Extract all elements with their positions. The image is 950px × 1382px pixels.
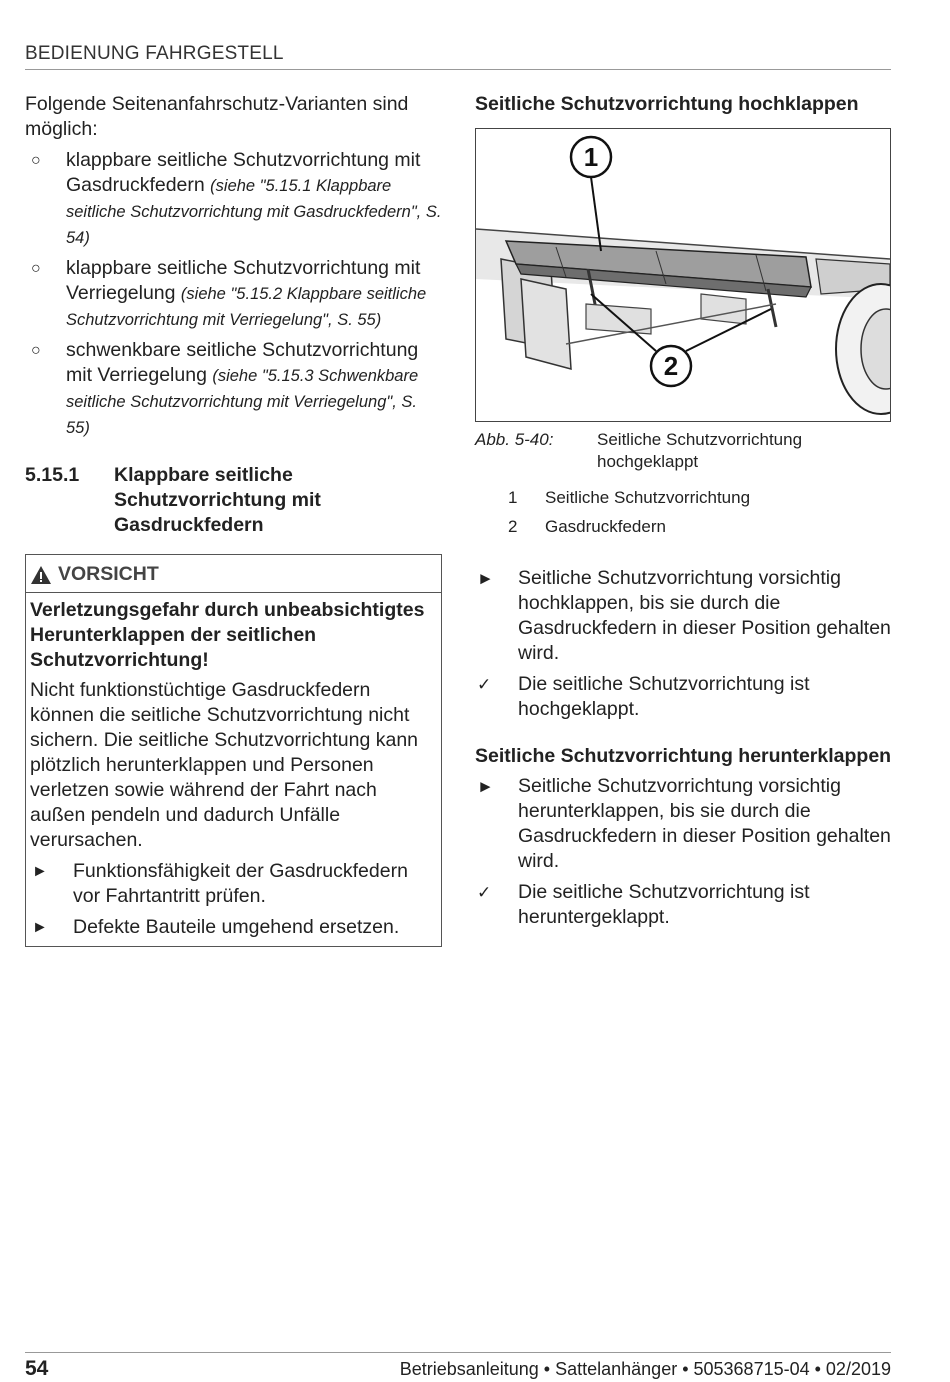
variant-text: schwenkbare seitliche Schutzvorrichtung mit Verriegelung — [66, 339, 419, 386]
legend-number: 2 — [508, 517, 518, 536]
checkmark-icon: ✓ — [477, 675, 492, 694]
page-footer — [25, 1352, 891, 1381]
heading-fold-up: Seitliche Schutzvorrichtung hochklappen — [475, 93, 859, 115]
warning-title — [26, 555, 441, 593]
legend-number: 1 — [508, 488, 518, 507]
variant-reference-link[interactable]: (siehe "5.15.2 Klappbare seitliche Schutzvorrichtung mit Verriegelung", S. 55) — [66, 285, 427, 329]
steps-fold-up — [475, 566, 895, 722]
step-text: Seitliche Schutzvorrichtung vorsichtig herunterklappen, bis sie durch die Gasdruckfedern in dieser Position gehalten wird. — [518, 775, 891, 872]
warning-box — [25, 554, 442, 947]
step-item — [475, 880, 895, 930]
list-item — [25, 148, 445, 251]
left-column — [25, 92, 445, 947]
step-item — [475, 774, 895, 874]
caption-text: Seitliche Schutzvorrichtung hochgeklappt — [597, 430, 803, 471]
section-title: Klappbare seitliche Schutzvorrichtung mit Gasdruckfedern — [114, 464, 321, 536]
warning-subtitle: Verletzungsgefahr durch unbeabsichtigtes Herunterklappen der seitlichen Schutzvorrichtung! — [30, 599, 425, 671]
warning-action — [30, 915, 437, 940]
steps-fold-down — [475, 774, 895, 930]
section-heading — [25, 463, 445, 538]
intro-text: Folgende Seitenanfahrschutz-Varianten sind möglich: — [25, 93, 409, 140]
checkmark-icon: ✓ — [477, 883, 492, 902]
warning-label: VORSICHT — [58, 563, 159, 585]
warning-triangle-icon — [30, 565, 52, 585]
figure-caption — [475, 429, 895, 473]
variant-reference-link[interactable]: (siehe "5.15.3 Schwenkbare seitliche Schutzvorrichtung mit Verriegelung", S. 55) — [66, 367, 419, 437]
variant-text: klappbare seitliche Schutzvorrichtung mit Verriegelung — [66, 257, 421, 304]
variant-text: klappbare seitliche Schutzvorrichtung mit Gasdruckfedern — [66, 149, 421, 196]
section-number: 5.15.1 — [25, 464, 80, 486]
page-header: BEDIENUNG FAHRGESTELL — [25, 43, 891, 70]
list-item — [25, 338, 445, 441]
figure-side-guard — [475, 128, 891, 422]
variants-list — [25, 148, 445, 441]
circle-bullet-icon: ○ — [31, 342, 41, 359]
side-guard-illustration — [476, 129, 890, 421]
variant-reference-link[interactable]: (siehe "5.15.1 Klappbare seitliche Schutzvorrichtung mit Gasdruckfedern", S. 54) — [66, 177, 442, 247]
callout-1: 1 — [583, 142, 599, 172]
step-text: Die seitliche Schutzvorrichtung ist heruntergeklappt. — [518, 881, 810, 928]
list-item — [25, 256, 445, 333]
arrow-right-icon: ► — [477, 777, 494, 796]
callout-2: 2 — [663, 351, 679, 381]
circle-bullet-icon: ○ — [31, 152, 41, 169]
step-item — [475, 672, 895, 722]
arrow-right-icon: ► — [32, 863, 48, 880]
arrow-right-icon: ► — [477, 569, 494, 588]
step-text: Seitliche Schutzvorrichtung vorsichtig hochklappen, bis sie durch die Gasdruckfedern in dieser Position gehalten wird. — [518, 567, 891, 664]
step-item — [475, 566, 895, 666]
page-number: 54 — [25, 1357, 49, 1380]
legend-row — [475, 487, 895, 509]
caption-label: Abb. 5-40: — [475, 430, 554, 449]
action-text: Defekte Bauteile umgehend ersetzen. — [73, 916, 400, 938]
warning-body — [26, 593, 441, 946]
legend-text: Gasdruckfedern — [545, 517, 666, 536]
warning-action — [30, 859, 437, 909]
right-column — [475, 92, 895, 936]
arrow-right-icon: ► — [32, 919, 48, 936]
step-text: Die seitliche Schutzvorrichtung ist hochgeklappt. — [518, 673, 810, 720]
legend-text: Seitliche Schutzvorrichtung — [545, 488, 751, 507]
circle-bullet-icon: ○ — [31, 260, 41, 277]
action-text: Funktionsfähigkeit der Gasdruckfedern vor Fahrtantritt prüfen. — [73, 860, 408, 907]
figure-legend — [475, 487, 895, 538]
legend-row — [475, 516, 895, 538]
heading-fold-down: Seitliche Schutzvorrichtung herunterklappen — [475, 745, 892, 767]
warning-text: Nicht funktionstüchtige Gasdruckfedern können die seitliche Schutzvorrichtung nicht sichern. Die seitliche Schutzvorrichtung kann plötzlich herunterklappen und Personen verletzen sowie während der Fahrt nach außen pendeln und dadurch Unfälle verursachen. — [30, 679, 419, 851]
document-info: Betriebsanleitung • Sattelanhänger • 505368715-04 • 02/2019 — [399, 1359, 891, 1379]
